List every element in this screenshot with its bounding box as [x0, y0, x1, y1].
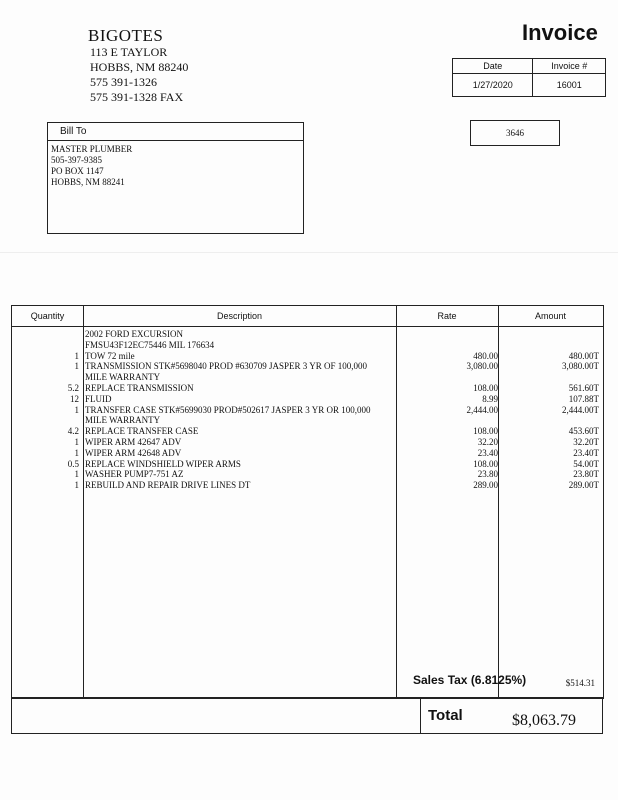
- description-cell: FMSU43F12EC75446 MIL 176634: [85, 339, 215, 350]
- company-name: BIGOTES: [88, 26, 164, 45]
- sales-tax-label: Sales Tax (6.8125%): [413, 673, 527, 687]
- invoice-header-table: [452, 58, 606, 97]
- table-row: [12, 383, 603, 394]
- table-row: [12, 351, 603, 362]
- header-divider: [12, 326, 603, 327]
- quantity-cell: 0.5: [67, 458, 79, 469]
- amount-cell: 107.88T: [568, 393, 599, 404]
- table-row: [12, 426, 603, 437]
- total-amount: $8,063.79: [512, 712, 576, 729]
- quantity-cell: 1: [74, 361, 79, 372]
- amount-cell: 54.00T: [573, 458, 599, 469]
- quantity-header: Quantity: [30, 311, 65, 321]
- table-row: [12, 415, 603, 426]
- quantity-cell: 5.2: [67, 383, 79, 393]
- amount-cell: 561.60T: [568, 383, 599, 393]
- rate-cell: 108.00: [473, 426, 498, 437]
- invoice-number: 16001: [533, 74, 606, 97]
- description-cell: 2002 FORD EXCURSION: [85, 329, 184, 339]
- sales-tax-amount: $514.31: [565, 678, 595, 688]
- amount-cell: 23.80T: [573, 469, 599, 480]
- invoice-title: Invoice: [522, 20, 598, 45]
- description-cell: WIPER ARM 42648 ADV: [85, 447, 182, 458]
- quantity-cell: 12: [70, 393, 79, 404]
- company-phone: 575 391-1326: [90, 75, 157, 89]
- table-row: [12, 361, 603, 372]
- amount-cell: 32.20T: [573, 437, 599, 447]
- bill-to-address: [48, 141, 303, 191]
- description-cell: TRANSMISSION STK#5698040 PROD #630709 JASPER 3 YR OF 100,000: [85, 361, 367, 372]
- table-row: [12, 480, 603, 491]
- rate-cell: 8.99: [482, 393, 498, 404]
- table-row: [12, 459, 603, 470]
- bill-to-line: PO BOX 1147: [51, 166, 104, 176]
- quantity-cell: 4.2: [67, 426, 79, 437]
- invoice-number-header: Invoice #: [533, 59, 606, 74]
- rate-cell: 23.40: [477, 447, 498, 458]
- company-address-line: 113 E TAYLOR: [90, 45, 168, 59]
- description-cell: TRANSFER CASE STK#5699030 PROD#502617 JASPER 3 YR OR 100,000: [85, 404, 371, 415]
- amount-cell: 23.40T: [573, 447, 599, 458]
- quantity-cell: 1: [74, 350, 79, 361]
- quantity-cell: 1: [74, 437, 79, 447]
- customer-reference: 3646: [470, 120, 560, 146]
- bill-to-line: MASTER PLUMBER: [51, 144, 133, 154]
- rate-cell: 32.20: [477, 437, 498, 447]
- table-row: [12, 340, 603, 351]
- rate-cell: 108.00: [473, 383, 498, 393]
- table-row: [12, 448, 603, 459]
- rate-cell: 23.80: [477, 469, 498, 480]
- description-cell: WIPER ARM 42647 ADV: [85, 437, 182, 447]
- description-cell: MILE WARRANTY: [85, 415, 161, 426]
- amount-cell: 2,444.00T: [562, 404, 599, 415]
- table-row: [12, 394, 603, 405]
- description-cell: FLUID: [85, 393, 112, 404]
- table-row: [12, 329, 603, 340]
- table-row: [12, 372, 603, 383]
- page-divider: [0, 252, 618, 253]
- rate-header: Rate: [437, 311, 457, 321]
- line-items-table: [11, 305, 604, 699]
- rate-cell: 108.00: [473, 458, 498, 469]
- description-cell: REBUILD AND REPAIR DRIVE LINES DT: [85, 480, 251, 491]
- description-cell: REPLACE TRANSFER CASE: [85, 426, 199, 437]
- amount-cell: 289.00T: [568, 480, 599, 491]
- bill-to-label: Bill To: [48, 123, 303, 141]
- bill-to-box: [47, 122, 304, 234]
- quantity-cell: 1: [74, 480, 79, 491]
- rate-cell: 289.00: [473, 480, 498, 491]
- rate-cell: 480.00: [473, 350, 498, 361]
- description-cell: REPLACE TRANSMISSION: [85, 383, 194, 393]
- quantity-cell: 1: [74, 469, 79, 480]
- amount-cell: 3,080.00T: [562, 361, 599, 372]
- footer-box: [11, 697, 421, 734]
- description-cell: REPLACE WINDSHIELD WIPER ARMS: [85, 458, 241, 469]
- invoice-date: 1/27/2020: [453, 74, 533, 97]
- table-row: [12, 437, 603, 448]
- quantity-cell: 1: [74, 447, 79, 458]
- description-cell: MILE WARRANTY: [85, 372, 161, 383]
- company-fax: 575 391-1328 FAX: [90, 90, 184, 104]
- date-header: Date: [453, 59, 533, 74]
- total-label: Total: [428, 707, 463, 724]
- table-row: [12, 469, 603, 480]
- company-address-line: HOBBS, NM 88240: [90, 60, 189, 74]
- table-row: [12, 405, 603, 416]
- bill-to-line: 505-397-9385: [51, 155, 102, 165]
- description-cell: WASHER PUMP7-751 AZ: [85, 469, 184, 480]
- amount-cell: 480.00T: [568, 350, 599, 361]
- amount-header: Amount: [534, 311, 567, 321]
- description-header: Description: [216, 311, 263, 321]
- rate-cell: 3,080.00: [466, 361, 498, 372]
- amount-cell: 453.60T: [568, 426, 599, 437]
- description-cell: TOW 72 mile: [85, 350, 135, 361]
- bill-to-line: HOBBS, NM 88241: [51, 177, 125, 187]
- quantity-cell: 1: [74, 404, 79, 415]
- rate-cell: 2,444.00: [466, 404, 498, 415]
